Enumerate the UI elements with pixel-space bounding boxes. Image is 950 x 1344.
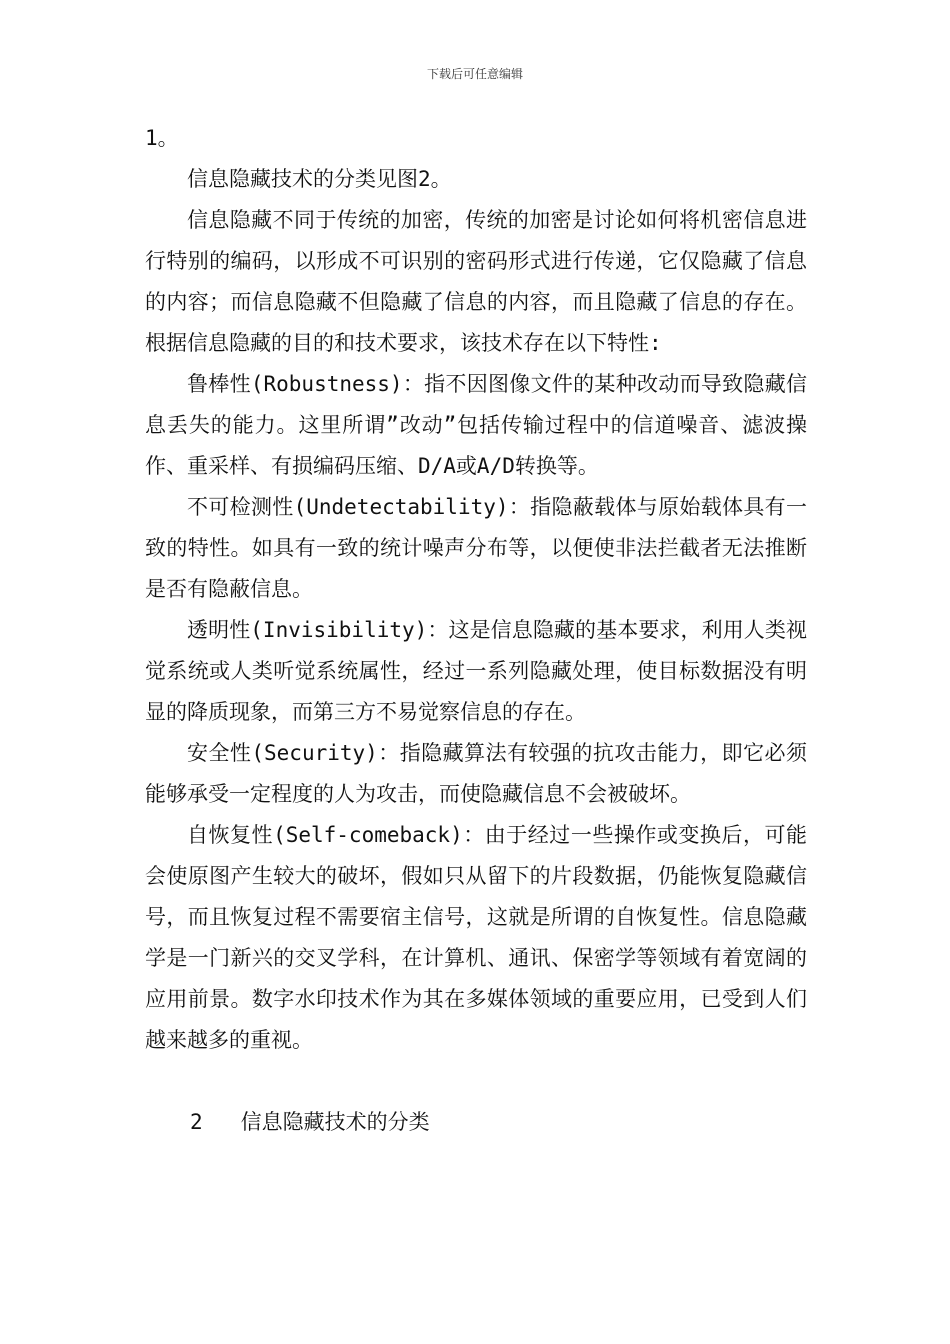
paragraph-invisibility: 透明性(Invisibility)：这是信息隐藏的基本要求，利用人类视觉系统或人类听觉系统属性，经过一系列隐藏处理，使目标数据没有明显的降质现象，而第三方不易觉察信息的存在。 bbox=[145, 618, 807, 724]
section-title: 信息隐藏技术的分类 bbox=[240, 1110, 430, 1134]
paragraph-self-comeback: 自恢复性(Self-comeback)：由于经过一些操作或变换后，可能会使原图产生较大的破坏，假如只从留下的片段数据，仍能恢复隐藏信号，而且恢复过程不需要宿主信号，这就是所谓的自恢复性。信息隐藏学是一门新兴的交叉学科，在计算机、通讯、保密学等领域有着宽阔的应用前景。数字水印技术作为其在多媒体领域的重要应用，已受到人们越来越多的重视。 bbox=[145, 823, 807, 1052]
page-header: 下载后可任意编辑 bbox=[426, 67, 523, 81]
section-number: 2 bbox=[190, 1110, 203, 1134]
paragraph-figure-ref-end: 1。 bbox=[145, 126, 179, 150]
paragraph-robustness: 鲁棒性(Robustness)：指不因图像文件的某种改动而导致隐藏信息丢失的能力。这里所谓”改动”包括传输过程中的信道噪音、滤波操作、重采样、有损编码压缩、D/A或A/D转换等。 bbox=[145, 372, 807, 478]
section-heading bbox=[145, 1102, 807, 1143]
paragraph-security: 安全性(Security)：指隐藏算法有较强的抗攻击能力，即它必须能够承受一定程度的人为攻击，而使隐藏信息不会被破坏。 bbox=[145, 741, 807, 806]
paragraph-intro: 信息隐藏不同于传统的加密，传统的加密是讨论如何将机密信息进行特别的编码，以形成不可识别的密码形式进行传递，它仅隐藏了信息的内容；而信息隐藏不但隐藏了信息的内容，而且隐藏了信息的存在。根据信息隐藏的目的和技术要求，该技术存在以下特性: bbox=[145, 208, 807, 355]
paragraph-undetectability: 不可检测性(Undetectability)：指隐蔽载体与原始载体具有一致的特性。如具有一致的统计噪声分布等，以便使非法拦截者无法推断是否有隐蔽信息。 bbox=[145, 495, 807, 601]
document-body bbox=[145, 118, 807, 1143]
paragraph-classification-ref: 信息隐藏技术的分类见图2。 bbox=[187, 167, 452, 191]
